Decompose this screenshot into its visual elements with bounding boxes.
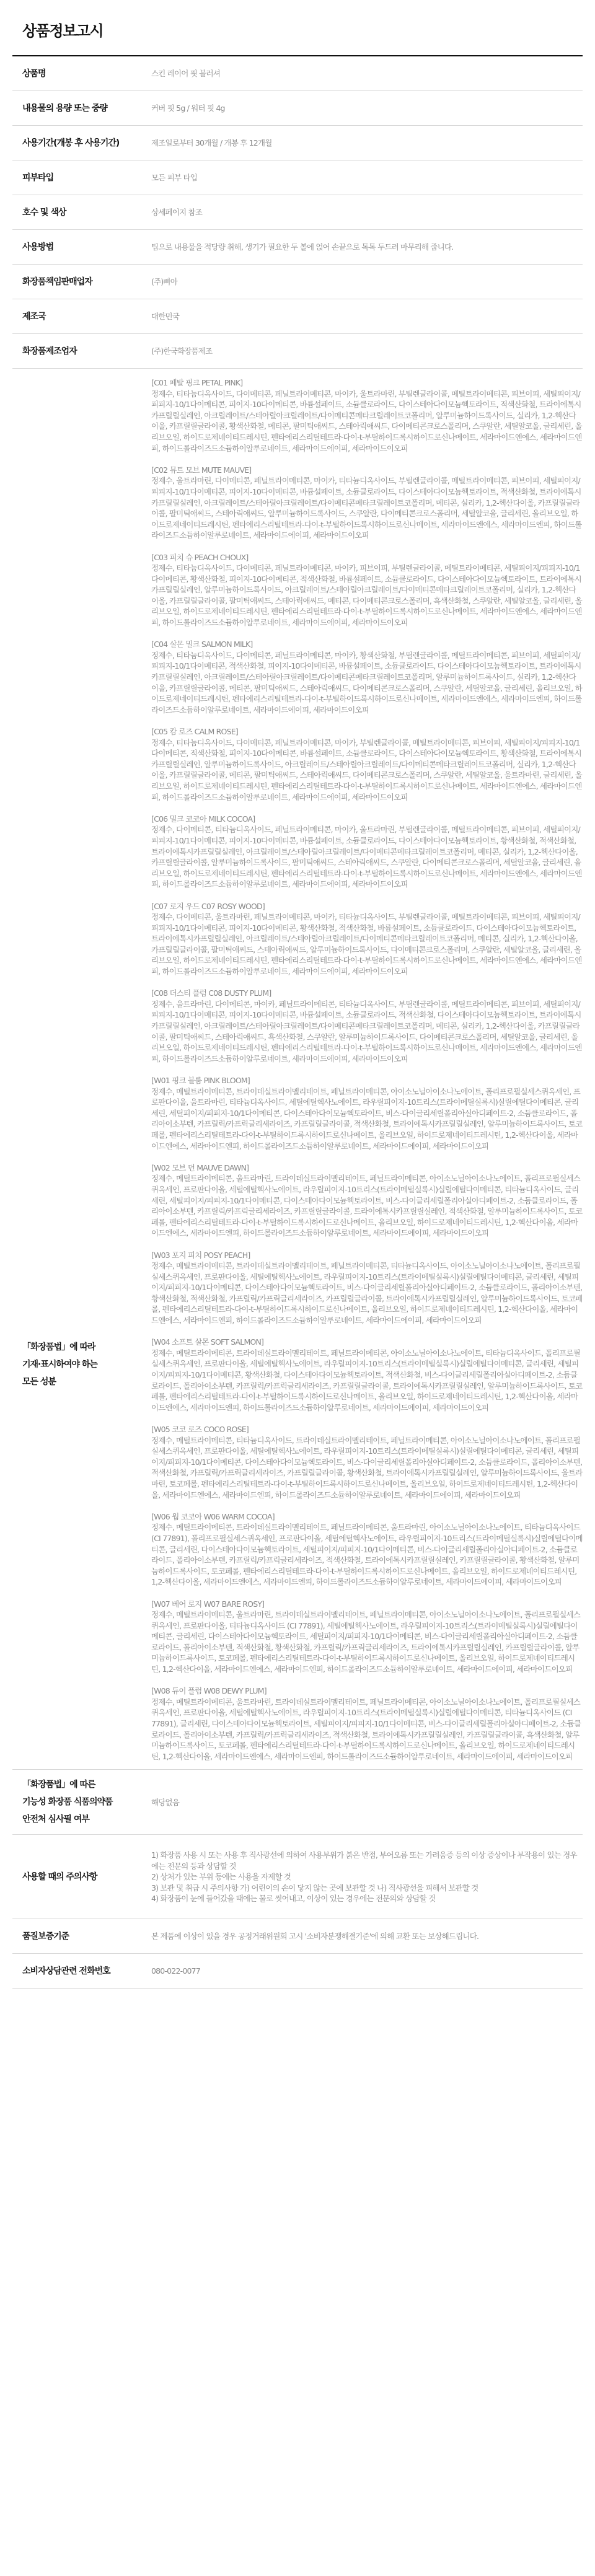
shade-title: [W07 베어 로지 W07 BARE ROSY]: [151, 1599, 265, 1609]
shade-ingredients: [151, 639, 583, 715]
row-product-name: [12, 56, 583, 91]
row-skin-type: [12, 160, 583, 195]
row-label: 화장품책임판매업자: [22, 276, 92, 287]
shade-title: [W03 포지 피치 POSY PEACH]: [151, 1250, 250, 1260]
row-distributor: [12, 265, 583, 299]
shade-title: [C04 살몬 밀크 SALMON MILK]: [151, 640, 253, 649]
row-manufacturer: [12, 334, 583, 369]
shade-ingredients: [151, 1163, 583, 1239]
shade-ingredients: [151, 1424, 583, 1500]
caution-item: 3) 보관 및 취급 시 주의사항 가) 어린이의 손이 닿지 않는 곳에 보관할 것 나) 직사광선을 피해서 보관할 것: [151, 1883, 478, 1892]
shade-text: 정제수, 울트라마린, 다이메티콘, 마이카, 페닐트라이메티콘, 티타늄디옥사이드, 부틸렌글라이콜, 메틸트라이메티콘, 피브이피, 세틸피이지/피피지-10/1다이메티콘, 피이지-10다이메티콘, 바륨설페이트, 소듐클로라이드, 적색산화철, 다이스테아다이모늄헥토라이트, 트라이에톡시카프릴릴실레인, 아크릴레이트/스테아릴아크릴레이트/다이메티콘메타크릴레이트코폴리머, 메티콘, 실리카, 1,2-헥산다이올, 카프릴릴글라이콜, 팔미틱애씨드, 스테아릭애씨드, 흑색산화철, 스쿠알란, 알루미늄하이드록사이드, 다이메티콘크로스폴리머, 세틸알코올, 글리세린, 올리브오일, 하이드로제네이티드레시틴, 펜타에리스리틸테트라-다이-t-부틸하이드록시하이드로신나메이트, 세라마이드엔에스, 세라마이드엔피, 하이드롤라이즈드소듐하이알루로네이트, 세라마이드에이피, 세라마이드이오피: [151, 999, 582, 1063]
shade-text: 정제수, 티타늄디옥사이드, 다이메티콘, 페닐트라이메티콘, 마이카, 울트라마린, 부틸렌글라이콜, 메틸트라이메티콘, 피브이피, 세틸피이지/피피지-10/1다이메티콘, 피이지-10다이메티콘, 바륨설페이트, 소듐클로라이드, 다이스테아다이모늄헥토라이트, 적색산화철, 트라이에톡시카프릴릴실레인, 아크릴레이트/스테아릴아크릴레이트/다이메티콘메타크릴레이트코폴리머, 알루미늄하이드록사이드, 실리카, 1,2-헥산다이올, 카프릴릴글라이콜, 황색산화철, 메티콘, 팔미틱애씨드, 스테아릭애씨드, 다이메티콘크로스폴리머, 스쿠알란, 세틸알코올, 글리세린, 올리브오일, 하이드로제네이티드레시틴, 펜타에리스리틸테트라-다이-t-부틸하이드록시하이드로신나메이트, 세라마이드엔에스, 세라마이드엔피, 하이드롤라이즈드소듐하이알루로네이트, 세라마이드에이피, 세라마이드이오피: [151, 389, 582, 453]
row-functional-cosmetics: [12, 1770, 583, 1835]
shade-text: 정제수, 메틸트라이메티콘, 트라이데실트라이멜리테이트, 페닐트라이메티콘, 아이소노닐아이소나노에이트, 티타늄디옥사이드, 폴리프로필실세스퀴옥세인, 프로판다이올, 세틸에틸헥사노에이트, 라우릴피이지-10트리스(트라이메틸실록시)실릴에틸다이메티콘, 글리세린, 세틸피이지/피피지-10/1다이메티콘, 황색산화철, 다이스테아다이모늄헥토라이트, 적색산화철, 비스-다이글리세릴폴리아실아디페이트-2, 소듐클로라이드, 폴리아이소부텐, 카프릴릭/카프릭글리세라이즈, 카프릴릴글라이콜, 트라이에톡시카프릴릴실레인, 알루미늄하이드록사이드, 토코페롤, 펜타에리스리틸테트라-다이-t-부틸하이드록시하이드로신나메이트, 올리브오일, 하이드로제네이티드레시틴, 1,2-헥산다이올, 세라마이드엔에스, 세라마이드엔피, 하이드롤라이즈드소듐하이알루로네이트, 세라마이드에이피, 세라마이드이오피: [151, 1348, 583, 1412]
row-label: 호수 및 색상: [22, 207, 66, 218]
row-label: 내용물의 용량 또는 중량: [22, 103, 107, 113]
shade-ingredients: [151, 552, 583, 628]
shade-ingredients: [151, 1337, 583, 1413]
product-info-table: [12, 56, 583, 1989]
shade-title: [C01 페탈 핑크 PETAL PINK]: [151, 378, 243, 387]
functional-label: [12, 1770, 151, 1835]
caution-list: [151, 1835, 583, 1919]
shade-text: 정제수, 메틸트라이메티콘, 트라이데실트라이멜리테이트, 페닐트라이메티콘, 아이소노닐아이소나노에이트, 폴리프로필실세스퀴옥세인, 프로판다이올, 울트라마린, 티타늄디옥사이드, 세틸에틸헥사노에이트, 라우릴피이지-10트리스(트라이메틸실록시)실릴에틸다이메티콘, 글리세린, 세틸피이지/피피지-10/1다이메티콘, 다이스테아다이모늄헥토라이트, 비스-다이글리세릴폴리아실아디페이트-2, 소듐클로라이드, 폴리아이소부텐, 카프릴릭/카프릭글리세라이즈, 카프릴릴글라이콜, 적색산화철, 트라이에톡시카프릴릴실레인, 알루미늄하이드록사이드, 토코페롤, 펜타에리스리틸테트라-다이-t-부틸하이드록시하이드로신나메이트, 올리브오일, 하이드로제네이티드레시틴, 1,2-헥산다이올, 세라마이드엔에스, 세라마이드엔피, 하이드롤라이즈드소듐하이알루로네이트, 세라마이드에이피, 세라마이드이오피: [151, 1086, 583, 1151]
row-value: (주)한국화장품제조: [151, 346, 213, 356]
shade-ingredients: [151, 1686, 583, 1762]
page-title: 상품정보고시: [12, 0, 583, 56]
shade-text: 정제수, 메틸트라이메티콘, 티타늄디옥사이드, 트라이데실트라이멜리테이트, 페닐트라이메티콘, 아이소노닐아이소나노에이트, 폴리프로필실세스퀴옥세인, 프로판다이올, 세틸에틸헥사노에이트, 라우릴피이지-10트리스(트라이메틸실록시)실릴에틸다이메티콘, 글리세린, 세틸피이지/피피지-10/1다이메티콘, 다이스테아다이모늄헥토라이트, 비스-다이글리세릴폴리아실아디페이트-2, 소듐클로라이드, 폴리아이소부텐, 적색산화철, 카프릴릭/카프릭글리세라이즈, 카프릴릴글라이콜, 황색산화철, 트라이에톡시카프릴릴실레인, 알루미늄하이드록사이드, 울트라마린, 토코페롤, 펜타에리스리틸테트라-다이-t-부틸하이드록시하이드로신나메이트, 올리브오일, 하이드로제네이티드레시틴, 1,2-헥산다이올, 세라마이드엔에스, 세라마이드엔피, 하이드롤라이즈드소듐하이알루로네이트, 세라마이드에이피, 세라마이드이오피: [151, 1435, 583, 1500]
shade-title: [C08 더스티 플럼 C08 DUSTY PLUM]: [151, 988, 271, 998]
shade-title: [W01 핑크 블룸 PINK BLOOM]: [151, 1076, 250, 1085]
row-label: 품질보증기준: [22, 1931, 69, 1941]
shade-text: 정제수, 메틸트라이메티콘, 트라이데실트라이멜리테이트, 페닐트라이메티콘, 울트라마린, 아이소노닐아이소나노에이트, 티타늄디옥사이드 (CI 77891), 폴리프로필실세스퀴옥세인, 프로판다이올, 세틸에틸헥사노에이트, 라우릴피이지-10트리스(트라이메틸실록시)실릴에틸다이메티콘, 글리세린, 다이스테아다이모늄헥토라이트, 세틸피이지/피피지-10/1다이메티콘, 비스-다이글리세릴폴리아실아디페이트-2, 소듐클로라이드, 폴리아이소부텐, 카프릴릭/카프릭글리세라이즈, 적색산화철, 트라이에톡시카프릴릴실레인, 카프릴릴글라이콜, 황색산화철, 알루미늄하이드록사이드, 토코페롤, 펜타에리스리틸테트라-다이-t-부틸하이드록시하이드로신나메이트, 올리브오일, 하이드로제네이티드레시틴, 1,2-헥산다이올, 세라마이드엔에스, 세라마이드엔피, 하이드롤라이즈드소듐하이알루로네이트, 세라마이드에이피, 세라마이드이오피: [151, 1523, 583, 1587]
row-value: 080-022-0077: [151, 1966, 200, 1976]
row-value: 스킨 레이어 핏 블러셔: [151, 68, 220, 78]
row-value: (주)삐아: [151, 276, 177, 286]
shade-ingredients: [151, 1599, 583, 1675]
shade-ingredients: [151, 1511, 583, 1588]
row-value: 모든 피부 타입: [151, 172, 197, 182]
row-country: [12, 299, 583, 334]
row-label: 화장품제조업자: [22, 346, 77, 356]
row-value: 상세페이지 참조: [151, 207, 203, 217]
caution-label: 사용할 때의 주의사항: [22, 1871, 97, 1882]
shade-title: [W04 소프트 살몬 SOFT SALMON]: [151, 1337, 264, 1347]
ingredients-label: [12, 369, 151, 1770]
shade-text: 정제수, 메틸트라이메티콘, 울트라마린, 트라이데실트라이멜리테이트, 페닐트라이메티콘, 아이소노닐아이소나노에이트, 폴리프로필실세스퀴옥세인, 프로판다이올, 티타늄디옥사이드 (CI 77891), 세틸에틸헥사노에이트, 라우릴피이지-10트리스(트라이메틸실록시)실릴에틸다이메티콘, 글리세린, 다이스테아다이모늄헥토라이트, 세틸피이지/피피지-10/1다이메티콘, 비스-다이글리세릴폴리아실아디페이트-2, 소듐클로라이드, 폴리아이소부텐, 적색산화철, 황색산화철, 카프릴릭/카프릭글리세라이즈, 트라이에톡시카프릴릴실레인, 카프릴릴글라이콜, 알루미늄하이드록사이드, 토코페롤, 펜타에리스리틸테트라-다이-t-부틸하이드록시하이드로신나메이트, 올리브오일, 하이드로제네이티드레시틴, 1,2-헥산다이올, 세라마이드엔에스, 세라마이드엔피, 하이드롤라이즈드소듐하이알루로네이트, 세라마이드에이피, 세라마이드이오피: [151, 1610, 581, 1674]
row-label: 제조국: [22, 311, 46, 322]
shade-title: [W02 모브 던 MAUVE DAWN]: [151, 1163, 249, 1172]
shade-title: [C07 로지 우드 C07 ROSY WOOD]: [151, 901, 265, 911]
label-line: 기재·표시하여야 하는: [22, 1360, 97, 1369]
caution-item: 1) 화장품 사용 시 또는 사용 후 직사광선에 의하여 사용부위가 붉은 반점, 부어오름 또는 가려움증 등의 이상 증상이나 부작용이 있는 경우에는 전문의 등과 상담할 것: [151, 1850, 577, 1871]
row-value: 대한민국: [151, 311, 180, 321]
shade-title: [C05 캄 로즈 CALM ROSE]: [151, 727, 238, 736]
label-line: 기능성 화장품 식품의약품: [22, 1797, 113, 1808]
shade-title: [C02 뮤트 모브 MUTE MAUVE]: [151, 465, 252, 475]
row-caution: [12, 1835, 583, 1919]
row-volume: [12, 91, 583, 126]
shade-title: [C06 밀크 코코아 MILK COCOA]: [151, 814, 255, 824]
ingredients-list: [151, 369, 583, 1770]
row-quality-guarantee: [12, 1919, 583, 1954]
shade-text: 정제수, 티타늄디옥사이드, 다이메티콘, 페닐트라이메티콘, 마이카, 부틸렌글라이콜, 메틸트라이메티콘, 피브이피, 세틸피이지/피피지-10/1다이메티콘, 적색산화철, 피이지-10다이메티콘, 바륨설페이트, 소듐클로라이드, 다이스테아다이모늄헥토라이트, 황색산화철, 트라이에톡시카프릴릴실레인, 알루미늄하이드록사이드, 아크릴레이트/스테아릴아크릴레이트/다이메티콘메타크릴레이트코폴리머, 실리카, 1,2-헥산다이올, 카프릴릴글라이콜, 메티콘, 팔미틱애씨드, 스테아릭애씨드, 다이메티콘크로스폴리머, 스쿠알란, 세틸알코올, 울트라마린, 글리세린, 올리브오일, 하이드로제네이티드레시틴, 펜타에리스리틸테트라-다이-t-부틸하이드록시하이드로신나메이트, 세라마이드엔에스, 세라마이드엔피, 하이드롤라이즈드소듐하이알루로네이트, 세라마이드에이피, 세라마이드이오피: [151, 737, 582, 802]
shade-title: [W08 듀이 플럼 W08 DEWY PLUM]: [151, 1686, 267, 1696]
row-value: 제조일로부터 30개월 / 개봉 후 12개월: [151, 138, 272, 147]
shade-ingredients: [151, 901, 583, 977]
shade-text: 정제수, 티타늄디옥사이드, 다이메티콘, 페닐트라이메티콘, 마이카, 황색산화철, 부틸렌글라이콜, 메틸트라이메티콘, 피브이피, 세틸피이지/피피지-10/1다이메티콘, 적색산화철, 피이지-10다이메티콘, 바륨설페이트, 소듐클로라이드, 다이스테아다이모늄헥토라이트, 트라이에톡시카프릴릴실레인, 아크릴레이트/스테아릴아크릴레이트/다이메티콘메타크릴레이트코폴리머, 알루미늄하이드록사이드, 실리카, 1,2-헥산다이올, 카프릴릴글라이콜, 메티콘, 팔미틱애씨드, 스테아릭애씨드, 다이메티콘크로스폴리머, 스쿠알란, 세틸알코올, 글리세린, 올리브오일, 하이드로제네이티드레시틴, 펜타에리스리틸테트라-다이-t-부틸하이드록시하이드로신나메이트, 세라마이드엔에스, 세라마이드엔피, 하이드롤라이즈드소듐하이알루로네이트, 세라마이드에이피, 세라마이드이오피: [151, 650, 582, 714]
label-line: 「화장품법」에 따라: [22, 1342, 95, 1352]
shade-ingredients: [151, 726, 583, 802]
row-shade-color: [12, 195, 583, 230]
row-ingredients: [12, 369, 583, 1770]
label-line: 「화장품법」에 따른: [22, 1780, 95, 1790]
row-usage-period: [12, 126, 583, 160]
row-value: 본 제품에 이상이 있을 경우 공정거래위원회 고시 '소비자분쟁해결기준'에 의해 교환 또는 보상해드립니다.: [151, 1932, 479, 1941]
functional-value: 해당없음: [151, 1797, 180, 1807]
label-line: 안전처 심사필 여부: [22, 1814, 89, 1825]
shade-text: 정제수, 다이메티콘, 티타늄디옥사이드, 페닐트라이메티콘, 마이카, 울트라마린, 부틸렌글라이콜, 메틸트라이메티콘, 피브이피, 세틸피이지/피피지-10/1다이메티콘, 피이지-10다이메티콘, 바륨설페이트, 소듐클로라이드, 다이스테아다이모늄헥토라이트, 황색산화철, 적색산화철, 트라이에톡시카프릴릴실레인, 아크릴레이트/스테아릴아크릴레이트/다이메티콘메타크릴레이트코폴리머, 메티콘, 실리카, 1,2-헥산다이올, 카프릴릴글라이콜, 알루미늄하이드록사이드, 팔미틱애씨드, 스테아릭애씨드, 스쿠알란, 다이메티콘크로스폴리머, 세틸알코올, 글리세린, 올리브오일, 하이드로제네이티드레시틴, 펜타에리스리틸테트라-다이-t-부틸하이드록시하이드로신나메이트, 세라마이드엔에스, 세라마이드엔피, 하이드롤라이즈드소듐하이알루로네이트, 세라마이드에이피, 세라마이드이오피: [151, 825, 582, 889]
row-how-to-use: [12, 230, 583, 265]
label-line: 모든 성분: [22, 1377, 56, 1387]
row-label: 피부타입: [22, 172, 54, 183]
shade-text: 정제수, 메틸트라이메티콘, 울트라마린, 트라이데실트라이멜리테이트, 페닐트라이메티콘, 아이소노닐아이소나노에이트, 폴리프로필실세스퀴옥세인, 프로판다이올, 세틸에틸헥사노에이트, 라우릴피이지-10트리스(트라이메틸실록시)실릴에틸다이메티콘, 티타늄디옥사이드, 글리세린, 세틸피이지/피피지-10/1다이메티콘, 다이스테아다이모늄헥토라이트, 비스-다이글리세릴폴리아실아디페이트-2, 소듐클로라이드, 폴리아이소부텐, 카프릴릭/카프릭글리세라이즈, 카프릴릴글라이콜, 트라이에톡시카프릴릴실레인, 적색산화철, 알루미늄하이드록사이드, 토코페롤, 펜타에리스리틸테트라-다이-t-부틸하이드록시하이드로신나메이트, 올리브오일, 하이드로제네이티드레시틴, 1,2-헥산다이올, 세라마이드엔에스, 세라마이드엔피, 하이드롤라이즈드소듐하이알루로네이트, 세라마이드에이피, 세라마이드이오피: [151, 1174, 583, 1238]
row-label: 사용기간(개봉 후 사용기간): [22, 138, 120, 148]
shade-ingredients: [151, 377, 583, 454]
shade-ingredients: [151, 1075, 583, 1151]
shade-text: 정제수, 울트라마린, 다이메티콘, 페닐트라이메티콘, 마이카, 티타늄디옥사이드, 부틸렌글라이콜, 메틸트라이메티콘, 피브이피, 세틸피이지/피피지-10/1다이메티콘, 피이지-10다이메티콘, 바륨설페이트, 소듐클로라이드, 다이스테아다이모늄헥토라이트, 적색산화철, 트라이에톡시카프릴릴실레인, 아크릴레이트/스테아릴아크릴레이트/다이메티콘메타크릴레이트코폴리머, 메티콘, 실리카, 1,2-헥산다이올, 카프릴릴글라이콜, 팔미틱애씨드, 스테아릭애씨드, 알루미늄하이드록사이드, 스쿠알란, 다이메티콘크로스폴리머, 세틸알코올, 글리세린, 올리브오일, 하이드로제네이티드레시틴, 펜타에리스리틸테트라-다이-t-부틸하이드록시하이드로신나메이트, 세라마이드엔에스, 세라마이드엔피, 하이드롤라이즈드소듐하이알루로네이트, 세라마이드에이피, 세라마이드이오피: [151, 476, 582, 540]
shade-text: 정제수, 메틸트라이메티콘, 울트라마린, 트라이데실트라이멜리테이트, 페닐트라이메티콘, 아이소노닐아이소나노에이트, 폴리프로필실세스퀴옥세인, 프로판다이올, 세틸에틸헥사노에이트, 라우릴피이지-10트리스(트라이메틸실록시)실릴에틸다이메티콘, 티타늄디옥사이드 (CI 77891), 글리세린, 다이스테아다이모늄헥토라이트, 세틸피이지/피피지-10/1다이메티콘, 비스-다이글리세릴폴리아실아디페이트-2, 소듐클로라이드, 폴리아이소부텐, 카프릴릭/카프릭글리세라이즈, 적색산화철, 트라이에톡시카프릴릴실레인, 카프릴릴글라이콜, 흑색산화철, 알루미늄하이드록사이드, 토코페롤, 펜타에리스리틸테트라-다이-t-부틸하이드록시하이드로신나메이트, 올리브오일, 하이드로제네이티드레시틴, 1,2-헥산다이올, 세라마이드엔에스, 세라마이드엔피, 하이드롤라이즈드소듐하이알루로네이트, 세라마이드에이피, 세라마이드이오피: [151, 1697, 581, 1761]
shade-title: [W06 웜 코코아 W06 WARM COCOA]: [151, 1511, 275, 1521]
row-label: 소비자상담관련 전화번호: [22, 1966, 110, 1976]
shade-title: [C03 피치 슈 PEACH CHOUX]: [151, 552, 249, 562]
caution-item: 4) 화장품이 눈에 들어갔을 때에는 물로 씻어내고, 이상이 있는 경우에는 전문의와 상담할 것: [151, 1894, 436, 1904]
row-label: 상품명: [22, 68, 46, 79]
shade-ingredients: [151, 465, 583, 541]
row-value: 팁으로 내용물을 적당량 취해, 생기가 필요한 두 볼에 얹어 손끝으로 톡톡 두드려 마무리해 줍니다.: [151, 242, 454, 252]
shade-text: 정제수, 메틸트라이메티콘, 트라이데실트라이멜리테이트, 페닐트라이메티콘, 티타늄디옥사이드, 아이소노닐아이소나노에이트, 폴리프로필실세스퀴옥세인, 프로판다이올, 세틸에틸헥사노에이트, 라우릴피이지-10트리스(트라이메틸실록시)실릴에틸다이메티콘, 글리세린, 세틸피이지/피피지-10/1다이메티콘, 다이스테아다이모늄헥토라이트, 비스-다이글리세릴폴리아실아디페이트-2, 소듐클로라이드, 폴리아이소부텐, 황색산화철, 적색산화철, 카프릴릭/카프릭글리세라이즈, 카프릴릴글라이콜, 트라이에톡시카프릴릴실레인, 알루미늄하이드록사이드, 토코페롤, 펜타에리스리틸테트라-다이-t-부틸하이드록시하이드로신나메이트, 올리브오일, 하이드로제네이티드레시틴, 1,2-헥산다이올, 세라마이드엔에스, 세라마이드엔피, 하이드롤라이즈드소듐하이알루로네이트, 세라마이드에이피, 세라마이드이오피: [151, 1261, 583, 1325]
shade-ingredients: [151, 814, 583, 890]
row-label: 사용방법: [22, 242, 54, 252]
shade-ingredients: [151, 1250, 583, 1326]
shade-text: 정제수, 티타늄디옥사이드, 다이메티콘, 페닐트라이메티콘, 마이카, 피브이피, 부틸렌글라이콜, 메틸트라이메티콘, 세틸피이지/피피지-10/1다이메티콘, 황색산화철, 피이지-10다이메티콘, 적색산화철, 바륨설페이트, 소듐클로라이드, 다이스테아다이모늄헥토라이트, 트라이에톡시카프릴릴실레인, 알루미늄하이드록사이드, 아크릴레이트/스테아릴아크릴레이트/다이메티콘메타크릴레이트코폴리머, 실리카, 1,2-헥산다이올, 카프릴릴글라이콜, 팔미틱애씨드, 스테아릭애씨드, 메티콘, 다이메티콘크로스폴리머, 흑색산화철, 스쿠알란, 세틸알코올, 글리세린, 올리브오일, 하이드로제네이티드레시틴, 펜타에리스리틸테트라-다이-t-부틸하이드록시하이드로신나메이트, 세라마이드엔에스, 세라마이드엔피, 하이드롤라이즈드소듐하이알루로네이트, 세라마이드에이피, 세라마이드이오피: [151, 563, 582, 628]
caution-item: 2) 상처가 있는 부위 등에는 사용을 자제할 것: [151, 1872, 291, 1882]
row-consumer-phone: [12, 1954, 583, 1989]
shade-text: 정제수, 다이메티콘, 울트라마린, 페닐트라이메티콘, 마이카, 티타늄디옥사이드, 부틸렌글라이콜, 메틸트라이메티콘, 피브이피, 세틸피이지/피피지-10/1다이메티콘, 피이지-10다이메티콘, 황색산화철, 적색산화철, 바륨설페이트, 소듐클로라이드, 다이스테아다이모늄헥토라이트, 트라이에톡시카프릴릴실레인, 아크릴레이트/스테아릴아크릴레이트/다이메티콘메타크릴레이트코폴리머, 메티콘, 실리카, 1,2-헥산다이올, 카프릴릴글라이콜, 팔미틱애씨드, 스테아릭애씨드, 알루미늄하이드록사이드, 다이메티콘크로스폴리머, 스쿠알란, 세틸알코올, 글리세린, 올리브오일, 하이드로제네이티드레시틴, 펜타에리스리틸테트라-다이-t-부틸하이드록시하이드로신나메이트, 세라마이드엔에스, 세라마이드엔피, 하이드롤라이즈드소듐하이알루로네이트, 세라마이드에이피, 세라마이드이오피: [151, 912, 582, 977]
row-value: 커버 핏 5g / 워터 핏 4g: [151, 103, 225, 113]
shade-title: [W05 코코 로즈 COCO ROSE]: [151, 1425, 249, 1434]
shade-ingredients: [151, 988, 583, 1064]
